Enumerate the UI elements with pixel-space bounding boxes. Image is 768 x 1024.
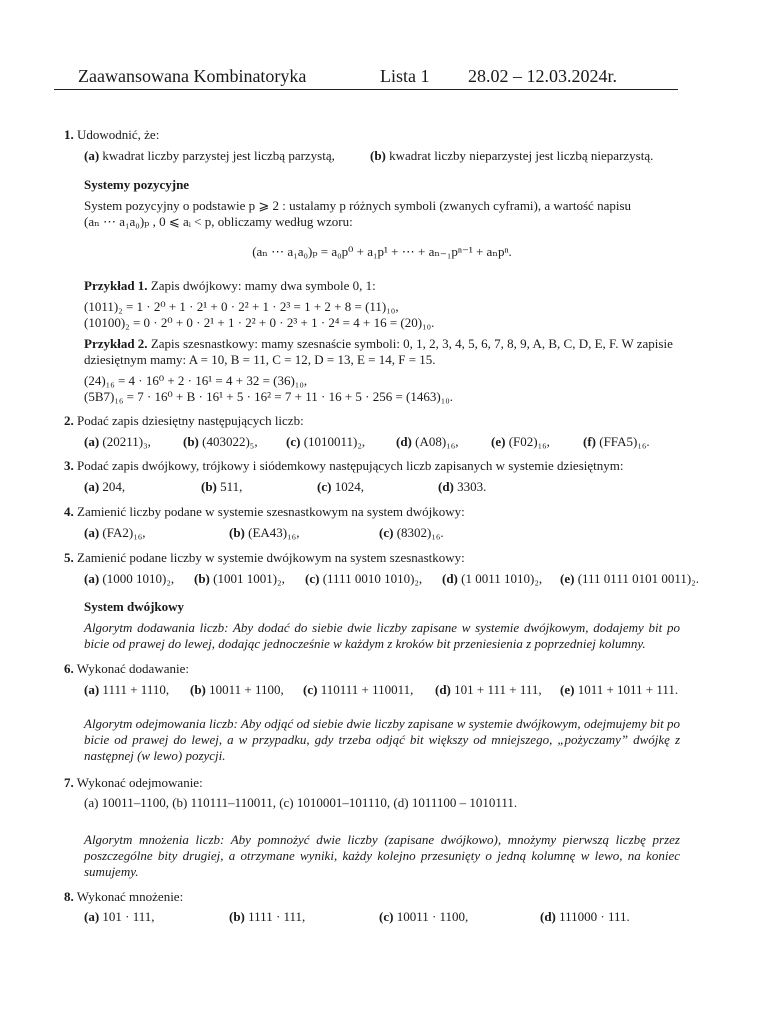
item-value: (FFA5)₁₆.: [599, 434, 650, 449]
problem-5-item-d: [442, 571, 542, 587]
problem-1: [64, 127, 159, 143]
problem-6-item-d: [435, 682, 542, 698]
item-value: 10011 · 1100,: [396, 909, 469, 924]
item-label: (b): [190, 682, 206, 697]
problem-3-item-d: [438, 479, 486, 495]
problem-number: 5.: [64, 550, 74, 565]
item-value: 110111 + 110011,: [320, 682, 414, 697]
item-value: 111000 · 111.: [559, 909, 630, 924]
problem-number: 6.: [64, 661, 74, 676]
problem-6-item-e: [560, 682, 678, 698]
problem-text: Wykonać mnożenie:: [76, 889, 184, 904]
problem-text: Podać zapis dwójkowy, trójkowy i siódemkowy następujących liczb zapisanych w systemie dziesiętnym:: [77, 458, 624, 473]
item-label: (c): [379, 525, 394, 540]
problem-number: 2.: [64, 413, 74, 428]
item-value: 1024,: [334, 479, 364, 494]
item-label: (e): [560, 682, 575, 697]
item-value: (1001 1001)₂,: [213, 571, 285, 586]
course-title: Zaawansowana Kombinatoryka: [78, 66, 307, 86]
example-2: [84, 336, 673, 352]
item-label: (a): [84, 479, 100, 494]
item-label: (c): [286, 434, 301, 449]
problem-3-item-c: [317, 479, 364, 495]
problem-8-item-d: [540, 909, 630, 925]
item-value: (EA43)₁₆,: [248, 525, 300, 540]
problem-2-item-e: [491, 434, 550, 450]
problem-2: [64, 413, 304, 429]
item-label: (b): [183, 434, 199, 449]
item-label: (a): [84, 571, 100, 586]
problem-8-item-a: [84, 909, 155, 925]
item-label: (e): [491, 434, 506, 449]
item-label: (b): [229, 909, 245, 924]
item-value: (1010011)₂,: [303, 434, 366, 449]
item-label: (c): [305, 571, 320, 586]
problem-6: [64, 661, 189, 677]
example-1-line-1: (1011)₂ = 1 · 2⁰ + 1 · 2¹ + 0 · 2² + 1 · 2³ = 1 + 2 + 8 = (11)₁₀,: [84, 299, 399, 314]
problem-text: Wykonać odejmowanie:: [76, 775, 203, 790]
item-label: (a): [84, 682, 100, 697]
problem-7: [64, 775, 203, 791]
item-text: kwadrat liczby parzystej jest liczbą parzystą,: [102, 148, 335, 163]
item-label: (b): [194, 571, 210, 586]
problem-number: 1.: [64, 127, 74, 142]
problem-number: 3.: [64, 458, 74, 473]
item-label: (c): [303, 682, 318, 697]
item-value: (20211)₃,: [102, 434, 151, 449]
problem-8: [64, 889, 183, 905]
problem-number: 4.: [64, 504, 74, 519]
problem-1-item-b: [370, 148, 653, 164]
problem-2-item-c: [286, 434, 365, 450]
problem-3-item-b: [201, 479, 242, 495]
positional-text-line-2: (aₙ ⋯ a₁a₀)ₚ , 0 ⩽ aᵢ < p, obliczamy według wzoru:: [84, 214, 353, 229]
item-label: (a): [84, 525, 100, 540]
item-value: 101 + 111 + 111,: [454, 682, 542, 697]
item-value: 3303.: [457, 479, 487, 494]
problem-5: [64, 550, 465, 566]
item-label: (e): [560, 571, 575, 586]
section-title-binary: System dwójkowy: [84, 599, 185, 614]
problem-2-item-b: [183, 434, 258, 450]
item-label: (c): [317, 479, 332, 494]
item-label: (b): [201, 479, 217, 494]
item-value: 1011 + 1011 + 111.: [577, 682, 679, 697]
item-value: 10011 + 1100,: [209, 682, 284, 697]
problem-2-item-d: [396, 434, 459, 450]
problem-5-item-c: [305, 571, 422, 587]
problem-5-item-e: [560, 571, 699, 587]
example-text: Zapis dwójkowy: mamy dwa symbole 0, 1:: [150, 278, 376, 293]
problem-1-item-a: [84, 148, 335, 164]
date-range: 28.02 – 12.03.2024r.: [468, 66, 618, 86]
item-value: 1111 · 111,: [248, 909, 306, 924]
problem-3-item-a: [84, 479, 125, 495]
problem-6-item-b: [190, 682, 284, 698]
page-header: [54, 66, 678, 90]
item-value: (8302)₁₆.: [396, 525, 444, 540]
problem-4-item-a: [84, 525, 146, 541]
problem-number: 8.: [64, 889, 74, 904]
example-label: Przykład 1.: [84, 278, 148, 293]
problem-text: Udowodnić, że:: [77, 127, 160, 142]
item-label: (d): [396, 434, 412, 449]
item-value: (F02)₁₆,: [508, 434, 550, 449]
problem-5-item-a: [84, 571, 174, 587]
item-label: (d): [442, 571, 458, 586]
example-2-line-1: (24)₁₆ = 4 · 16⁰ + 2 · 16¹ = 4 + 32 = (36)₁₀,: [84, 373, 308, 388]
problem-7-items: (a) 10011–1100, (b) 110111–110011, (c) 1010001–101110, (d) 1011100 – 1010111.: [84, 795, 518, 810]
item-value: 101 · 111,: [102, 909, 155, 924]
problem-2-item-a: [84, 434, 151, 450]
algorithm-multiplication: Algorytm mnożenia liczb: Aby pomnożyć dwie liczby (zapisane dwójkowo), mnożymy pierwszą liczbę przez poszczególne bity drugiej, a otrzymane wyniki, każdy kolejno przesunięty o jedną kolumnę w lewo, na koniec sumujemy.: [84, 832, 680, 879]
problem-text: Podać zapis dziesiętny następujących liczb:: [77, 413, 304, 428]
item-label: (d): [438, 479, 454, 494]
item-label: (a): [84, 909, 100, 924]
problem-text: Zamienić liczby podane w systemie szesnastkowym na system dwójkowy:: [77, 504, 465, 519]
algorithm-addition: Algorytm dodawania liczb: Aby dodać do siebie dwie liczby zapisane w systemie dwójkowym, dodajemy bit po bicie od prawej do lewej, dodając jednocześnie w każdym z kroków bit przeniesienia z poprzedniej kolumny.: [84, 620, 680, 651]
item-label: (f): [583, 434, 596, 449]
item-label: (d): [540, 909, 556, 924]
example-text: Zapis szesnastkowy: mamy szesnaście symboli: 0, 1, 2, 3, 4, 5, 6, 7, 8, 9, A, B, C, D, E, F. W zapisie: [150, 336, 673, 351]
item-value: (A08)₁₆,: [415, 434, 459, 449]
problem-8-item-c: [379, 909, 468, 925]
problem-5-item-b: [194, 571, 285, 587]
item-value: (111 0111 0101 0011)₂.: [577, 571, 699, 586]
item-label: (a): [84, 434, 100, 449]
problem-4: [64, 504, 465, 520]
problem-number: 7.: [64, 775, 74, 790]
item-value: (1000 1010)₂,: [102, 571, 175, 586]
item-label: (b): [229, 525, 245, 540]
positional-text-line-1: System pozycyjny o podstawie p ⩾ 2 : ustalamy p różnych symboli (zwanych cyframi), a wartość napisu: [84, 198, 632, 213]
header-rule: [54, 89, 678, 90]
example-2-text-2: dziesiętnym mamy: A = 10, B = 11, C = 12, D = 13, E = 14, F = 15.: [84, 352, 436, 367]
problem-8-item-b: [229, 909, 305, 925]
problem-6-item-a: [84, 682, 169, 698]
item-value: (1111 0010 1010)₂,: [322, 571, 423, 586]
problem-text: Wykonać dodawanie:: [76, 661, 189, 676]
example-2-line-2: (5B7)₁₆ = 7 · 16⁰ + B · 16¹ + 5 · 16² = 7 + 11 · 16 + 5 · 256 = (1463)₁₀.: [84, 389, 454, 404]
list-title: Lista 1: [380, 66, 430, 86]
positional-formula: (aₙ ⋯ a₁a₀)ₚ = a₀p⁰ + a₁p¹ + ⋯ + aₙ₋₁pⁿ⁻¹ + aₙpⁿ.: [252, 244, 512, 259]
example-1: [84, 278, 376, 294]
item-value: 1111 + 1110,: [102, 682, 170, 697]
item-value: (FA2)₁₆,: [102, 525, 146, 540]
item-value: 511,: [220, 479, 243, 494]
item-label: (b): [370, 148, 386, 163]
item-value: (1 0011 1010)₂,: [461, 571, 543, 586]
problem-2-item-f: [583, 434, 650, 450]
item-value: 204,: [102, 479, 126, 494]
item-label: (c): [379, 909, 394, 924]
problem-4-item-b: [229, 525, 299, 541]
algorithm-subtraction: Algorytm odejmowania liczb: Aby odjąć od siebie dwie liczby zapisane w systemie dwójkowym, odejmujemy bit po bicie od prawej do lewej, a w przypadku, gdy trzeba odjąć bit większy od mniejszego, „pożyczamy” dwójkę z następnej (w lewo) pozycji.: [84, 716, 680, 763]
item-value: (403022)₅,: [202, 434, 258, 449]
example-label: Przykład 2.: [84, 336, 148, 351]
item-label: (a): [84, 148, 100, 163]
problem-4-item-c: [379, 525, 444, 541]
section-title-positional: Systemy pozycyjne: [84, 177, 190, 192]
problem-6-item-c: [303, 682, 413, 698]
problem-text: Zamienić podane liczby w systemie dwójkowym na system szesnastkowy:: [77, 550, 465, 565]
item-text: kwadrat liczby nieparzystej jest liczbą nieparzystą.: [389, 148, 654, 163]
example-1-line-2: (10100)₂ = 0 · 2⁰ + 0 · 2¹ + 1 · 2² + 0 · 2³ + 1 · 2⁴ = 4 + 16 = (20)₁₀.: [84, 315, 435, 330]
item-label: (d): [435, 682, 451, 697]
problem-3: [64, 458, 623, 474]
